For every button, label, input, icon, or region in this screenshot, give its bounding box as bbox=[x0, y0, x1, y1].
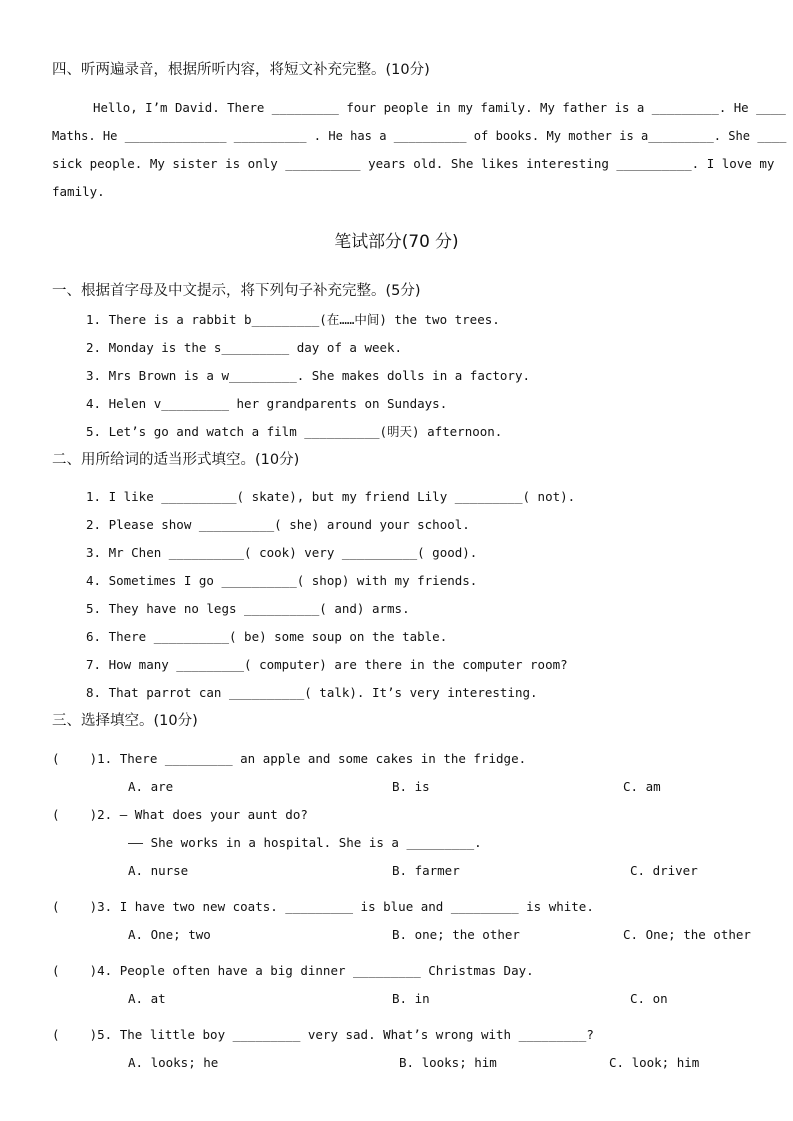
section-two-item-5: 5. They have no legs __________( and) arms. bbox=[86, 601, 410, 616]
mc-q4-option-c: C. on bbox=[630, 991, 668, 1006]
mc-q3-option-a: A. One; two bbox=[128, 927, 211, 942]
mc-q5-option-c: C. look; him bbox=[609, 1055, 700, 1070]
listening-heading: 四、听两遍录音，根据所听内容，将短文补充完整。(10分) bbox=[52, 62, 430, 78]
passage-line-4: family. bbox=[52, 184, 105, 199]
section-one-item-3: 3. Mrs Brown is a w_________. She makes dolls in a factory. bbox=[86, 368, 531, 383]
section-two-item-1: 1. I like __________( skate), but my friend Lily _________( not). bbox=[86, 489, 576, 504]
mc-q2-option-b: B. farmer bbox=[392, 863, 460, 878]
mc-question-4: ( )4. People often have a big dinner _________ Christmas Day. bbox=[52, 963, 534, 978]
mc-q1-option-c: C. am bbox=[623, 779, 661, 794]
section-one-item-5: 5. Let’s go and watch a film __________(明天) afternoon. bbox=[86, 424, 503, 439]
mc-q3-option-c: C. One; the other bbox=[623, 927, 751, 942]
mc-question-2: ( )2. — What does your aunt do? bbox=[52, 807, 308, 822]
mc-q4-option-a: A. at bbox=[128, 991, 166, 1006]
mc-q1-option-b: B. is bbox=[392, 779, 430, 794]
written-part-title: 笔试部分(70 分) bbox=[334, 231, 459, 251]
section-two-heading: 二、用所给词的适当形式填空。(10分) bbox=[52, 452, 300, 468]
mc-q5-option-b: B. looks; him bbox=[399, 1055, 497, 1070]
passage-line-1: Hello, I’m David. There _________ four people in my family. My father is a _________. He ____ bbox=[93, 100, 786, 115]
section-two-item-2: 2. Please show __________( she) around your school. bbox=[86, 517, 470, 532]
passage-line-3: sick people. My sister is only __________ years old. She likes interesting __________. I love my bbox=[52, 156, 775, 171]
section-two-item-7: 7. How many _________( computer) are there in the computer room? bbox=[86, 657, 568, 672]
mc-q5-option-a: A. looks; he bbox=[128, 1055, 219, 1070]
mc-question-5: ( )5. The little boy _________ very sad. What’s wrong with _________? bbox=[52, 1027, 594, 1042]
mc-question-3: ( )3. I have two new coats. _________ is blue and _________ is white. bbox=[52, 899, 594, 914]
section-one-item-4: 4. Helen v_________ her grandparents on Sundays. bbox=[86, 396, 448, 411]
section-two-item-6: 6. There __________( be) some soup on the table. bbox=[86, 629, 448, 644]
mc-q4-option-b: B. in bbox=[392, 991, 430, 1006]
section-one-heading: 一、根据首字母及中文提示，将下列句子补充完整。(5分) bbox=[52, 283, 421, 299]
section-one-item-2: 2. Monday is the s_________ day of a week. bbox=[86, 340, 403, 355]
section-one-item-1: 1. There is a rabbit b_________(在……中间) the two trees. bbox=[86, 312, 500, 327]
section-two-item-3: 3. Mr Chen __________( cook) very __________( good). bbox=[86, 545, 478, 560]
mc-q2-reply: —— She works in a hospital. She is a _________. bbox=[128, 835, 482, 850]
passage-line-2: Maths. He ______________ __________ . He has a __________ of books. My mother is a_________. She ____ bbox=[52, 129, 787, 143]
mc-question-1: ( )1. There _________ an apple and some cakes in the fridge. bbox=[52, 751, 527, 766]
mc-q3-option-b: B. one; the other bbox=[392, 927, 520, 942]
mc-q2-option-c: C. driver bbox=[630, 863, 698, 878]
mc-q2-option-a: A. nurse bbox=[128, 863, 189, 878]
mc-q1-option-a: A. are bbox=[128, 779, 174, 794]
section-three-heading: 三、选择填空。(10分) bbox=[52, 713, 198, 729]
section-two-item-4: 4. Sometimes I go __________( shop) with my friends. bbox=[86, 573, 478, 588]
section-two-item-8: 8. That parrot can __________( talk). It’s very interesting. bbox=[86, 685, 538, 700]
